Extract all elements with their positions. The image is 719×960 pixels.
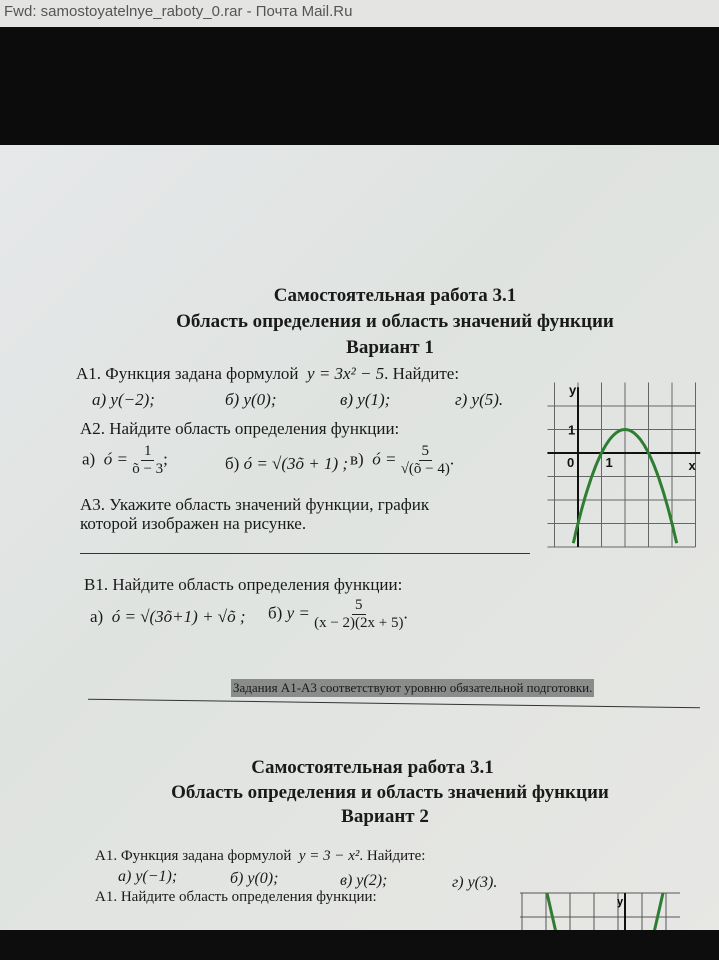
- origin-label: 0: [567, 455, 575, 470]
- screen-bezel-bottom: [0, 930, 719, 960]
- y-tick-label: 1: [568, 422, 576, 438]
- v1-a1: [76, 364, 459, 384]
- v1-variant: Вариант 1: [346, 337, 434, 358]
- y-axis-label: y: [569, 382, 577, 398]
- a1-item-c: в) y(1);: [340, 390, 391, 409]
- answer-line: [80, 553, 530, 554]
- v2-subtitle: Область определения и область значений функции: [171, 782, 609, 803]
- v2-title: Самостоятельная работа 3.1: [251, 757, 494, 778]
- v1-b1: В1. Найдите область определения функции:: [84, 575, 403, 594]
- a1-formula: y = 3x² − 5: [307, 364, 385, 383]
- b1-a: а) ó = √(3õ+1) + √õ ;: [90, 607, 246, 626]
- a2-a: а) ó = $\frac{1}{õ - 3}$ ;: [82, 443, 168, 477]
- v1-subtitle: Область определения и область значений функции: [176, 311, 614, 332]
- v2-a1-item-b: б) y(0);: [230, 870, 279, 887]
- v1-title: Самостоятельная работа 3.1: [273, 285, 517, 306]
- a1-item-a: а) y(−2);: [92, 390, 155, 409]
- parabola-graph: [545, 373, 715, 553]
- section-divider: [88, 699, 700, 709]
- x-tick-label: 1: [605, 455, 613, 470]
- v2-graph-y-label: y: [617, 896, 624, 908]
- v2-a1-item-d: г) y(3).: [452, 874, 498, 891]
- screen-bezel: [0, 27, 719, 145]
- a1-tail: . Найдите:: [384, 364, 460, 383]
- a1-item-b: б) y(0);: [225, 390, 277, 409]
- a3-line2: которой изображен на рисунке.: [80, 514, 307, 533]
- v1-a2: А2. Найдите область определения функции:: [80, 419, 400, 438]
- a1-text: А1. Функция задана формулой: [76, 364, 299, 383]
- v2-variant: Вариант 2: [341, 806, 429, 827]
- a2-b: б) ó = √(3õ + 1) ;: [225, 454, 349, 473]
- a2-c: в) ó = $\frac{5}{√(õ - 4)}$ .: [350, 443, 455, 477]
- v2-a1-item-c: в) y(2);: [340, 872, 388, 889]
- v2-a1-item-a: а) y(−1);: [118, 868, 178, 885]
- b1-b: б) y = $\frac{5}{(x - 2)(2x + 5)}$ .: [268, 597, 408, 631]
- a3-line1: А3. Укажите область значений функции, график: [80, 495, 430, 514]
- level-note: Задания А1-А3 соответствуют уровню обязательной подготовки.: [233, 680, 593, 695]
- document-page[interactable]: [0, 145, 719, 935]
- window-title-bar: [0, 0, 719, 27]
- window-title: Fwd: samostoyatelnye_raboty_0.rar - Почта Mail.Ru: [4, 3, 353, 20]
- a1-item-d: г) y(5).: [455, 390, 504, 409]
- v2-a2: А1. Найдите область определения функции:: [95, 889, 377, 905]
- v2-a1: А1. Функция задана формулой y = 3 − x². Найдите:: [95, 848, 426, 864]
- x-axis-label: x: [688, 458, 696, 473]
